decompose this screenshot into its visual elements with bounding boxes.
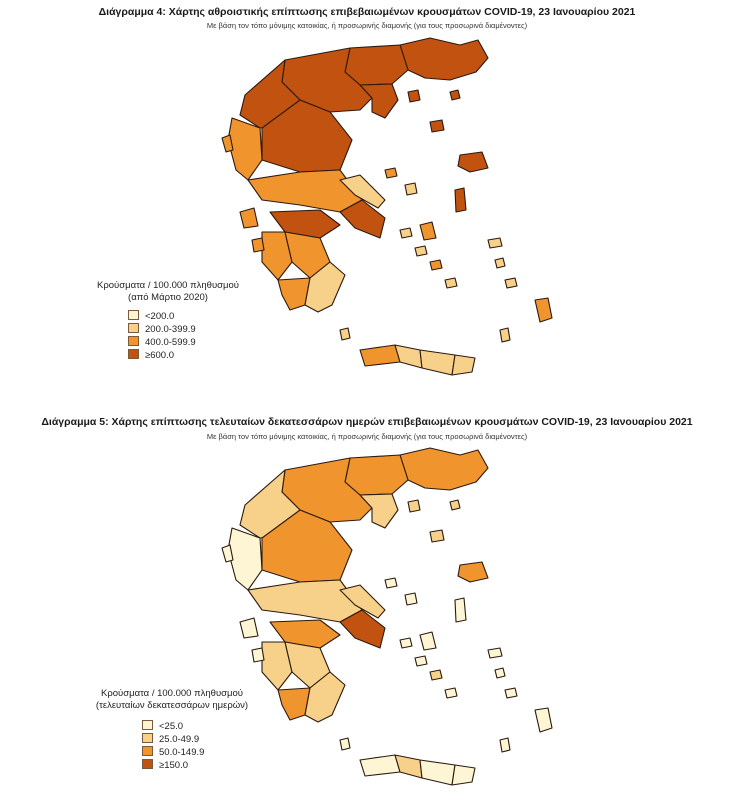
map2-region-rhodes (535, 708, 552, 732)
map2-legend-label: 25.0-49.9 (159, 734, 200, 745)
map2-legend-title-line1: Κρούσματα / 100.000 πληθυσμού (101, 688, 243, 699)
map2-region-chania (360, 755, 400, 776)
map2-region-samothrace (450, 500, 460, 510)
map2-title: Διάγραμμα 5: Χάρτης επίπτωσης τελευταίων δεκατεσσάρων ημερών επιβεβαιωμένων κρουσμάτων COVID-19, 23 Ιανουαρίου 2021 (41, 416, 693, 428)
map2-legend-item (142, 733, 199, 744)
map2-legend-title-line2: (τελευταίων δεκατεσσάρων ημερών) (95, 700, 249, 711)
map1-legend-label: 400.0-599.9 (145, 337, 196, 348)
map2-region-kefalonia (240, 618, 258, 638)
map2-region-lemnos (430, 530, 444, 542)
map2-region-chios (455, 598, 466, 622)
map1-legend-label: ≥600.0 (145, 350, 174, 361)
map2-legend-label: <25.0 (159, 721, 184, 732)
map1-legend-label: <200.0 (145, 311, 175, 322)
map2-legend-item (142, 759, 188, 770)
map2-region-dodecanese-1 (495, 668, 505, 678)
map2-region-kythira (340, 738, 350, 750)
map2-region-sporades (385, 578, 397, 588)
map2-subtitle: Με βάση τον τόπο μόνιμης κατοικίας, ή προσωρινής διαμονής (για τους προσωρινά διαμένοντες) (206, 432, 528, 441)
map1-title: Διάγραμμα 4: Χάρτης αθροιστικής επίπτωσης επιβεβαιωμένων κρουσμάτων COVID-19, 23 Ιανουαρίου 2021 (98, 6, 636, 18)
map2-region-zakynthos (252, 648, 264, 662)
map2-region-kos (505, 688, 517, 698)
map1-legend-title-line2: (από Μάρτιο 2020) (128, 292, 208, 303)
map2-region-rethymno (395, 755, 422, 778)
map2-legend-label: 50.0-149.9 (159, 747, 205, 758)
map2-legend-swatch (142, 720, 153, 730)
map2-region-east-macedonia (345, 455, 408, 495)
map2-region-naxos (420, 632, 436, 650)
map2-region-karpathos (500, 738, 510, 752)
map2-region-cyclades-2 (415, 656, 427, 666)
map2-legend-swatch (142, 746, 153, 756)
map2-legend-swatch (142, 733, 153, 743)
map2-region-cyclades-4 (445, 688, 457, 698)
map2-region-lesvos (458, 562, 488, 582)
map2-region-skyros (405, 593, 417, 605)
map2-legend-item (142, 746, 204, 757)
map2-region-cyclades-3 (430, 670, 442, 680)
map1-legend-label: 200.0-399.9 (145, 324, 196, 335)
map2-legend-label: ≥150.0 (159, 760, 188, 771)
map2-legend-title (72, 688, 272, 712)
map2-region-samos (488, 648, 502, 658)
map2-region-heraklion (420, 760, 455, 785)
map2-region-thrace (400, 448, 488, 490)
map2-legend-item (142, 720, 183, 731)
map2-region-thasos (408, 500, 420, 512)
map2-region-lasithi (452, 765, 475, 785)
map1-subtitle: Με βάση τον τόπο μόνιμης κατοικίας, ή προσωρινής διαμονής (για τους προσωρινά διαμένοντες) (206, 21, 528, 30)
map2-legend-swatch (142, 759, 153, 769)
map2-region-central-greece (248, 580, 362, 622)
map2-region-cyclades-1 (400, 638, 412, 648)
map1-legend-title-line1: Κρούσματα / 100.000 πληθυσμού (97, 280, 239, 291)
